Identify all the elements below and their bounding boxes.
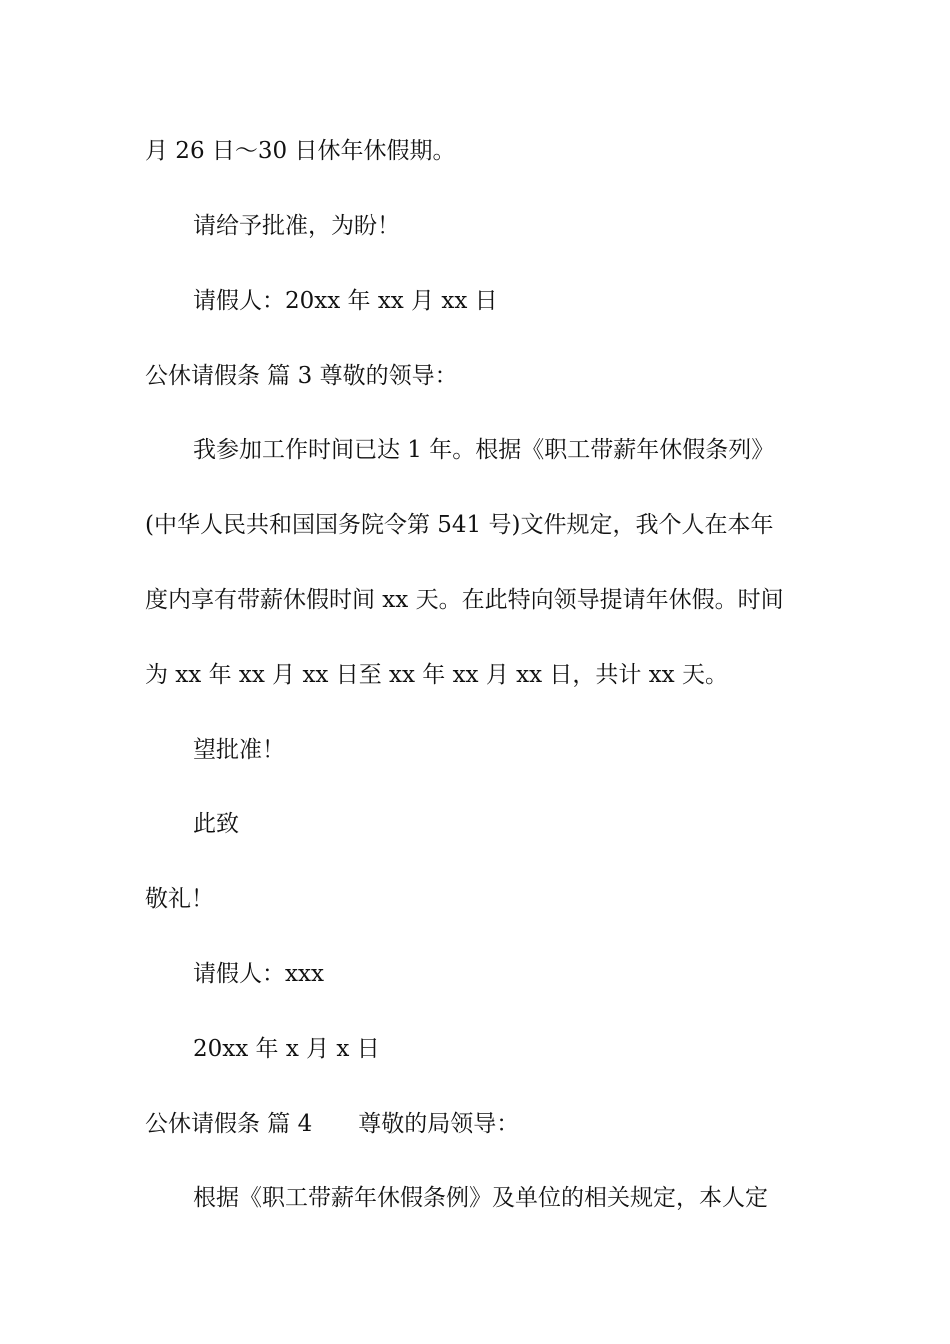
- applicant-line: 请假人：xxx: [193, 961, 324, 987]
- paragraph-line-7: 度内享有带薪休假时间 xx 天。在此特向领导提请年休假。时间: [145, 587, 784, 613]
- date-line: 20xx 年 x 月 x 日: [193, 1036, 380, 1062]
- paragraph-line-15: 根据《职工带薪年休假条例》及单位的相关规定，本人定: [193, 1185, 768, 1211]
- paragraph-line-6: (中华人民共和国国务院令第 541 号)文件规定，我个人在本年: [145, 512, 774, 538]
- approval-request-line: 望批准！: [193, 737, 285, 763]
- paragraph-line-2: 请给予批准，为盼！: [193, 213, 400, 239]
- section-4-heading: 公休请假条 篇 4: [145, 1111, 313, 1137]
- paragraph-line-8: 为 xx 年 xx 月 xx 日至 xx 年 xx 月 xx 日，共计 xx 天。: [145, 662, 728, 688]
- section-4-salutation: 尊敬的局领导：: [358, 1111, 520, 1137]
- closing-line: 此致: [193, 811, 239, 837]
- paragraph-line-1: 月 26 日～30 日休年休假期。: [145, 138, 456, 164]
- salute-line: 敬礼！: [145, 886, 214, 912]
- applicant-date-line: 请假人：20xx 年 xx 月 xx 日: [193, 288, 498, 314]
- paragraph-line-5: 我参加工作时间已达 1 年。根据《职工带薪年休假条列》: [193, 437, 775, 463]
- section-4-heading-line: [145, 1109, 815, 1139]
- section-3-heading: 公休请假条 篇 3 尊敬的领导：: [145, 363, 458, 389]
